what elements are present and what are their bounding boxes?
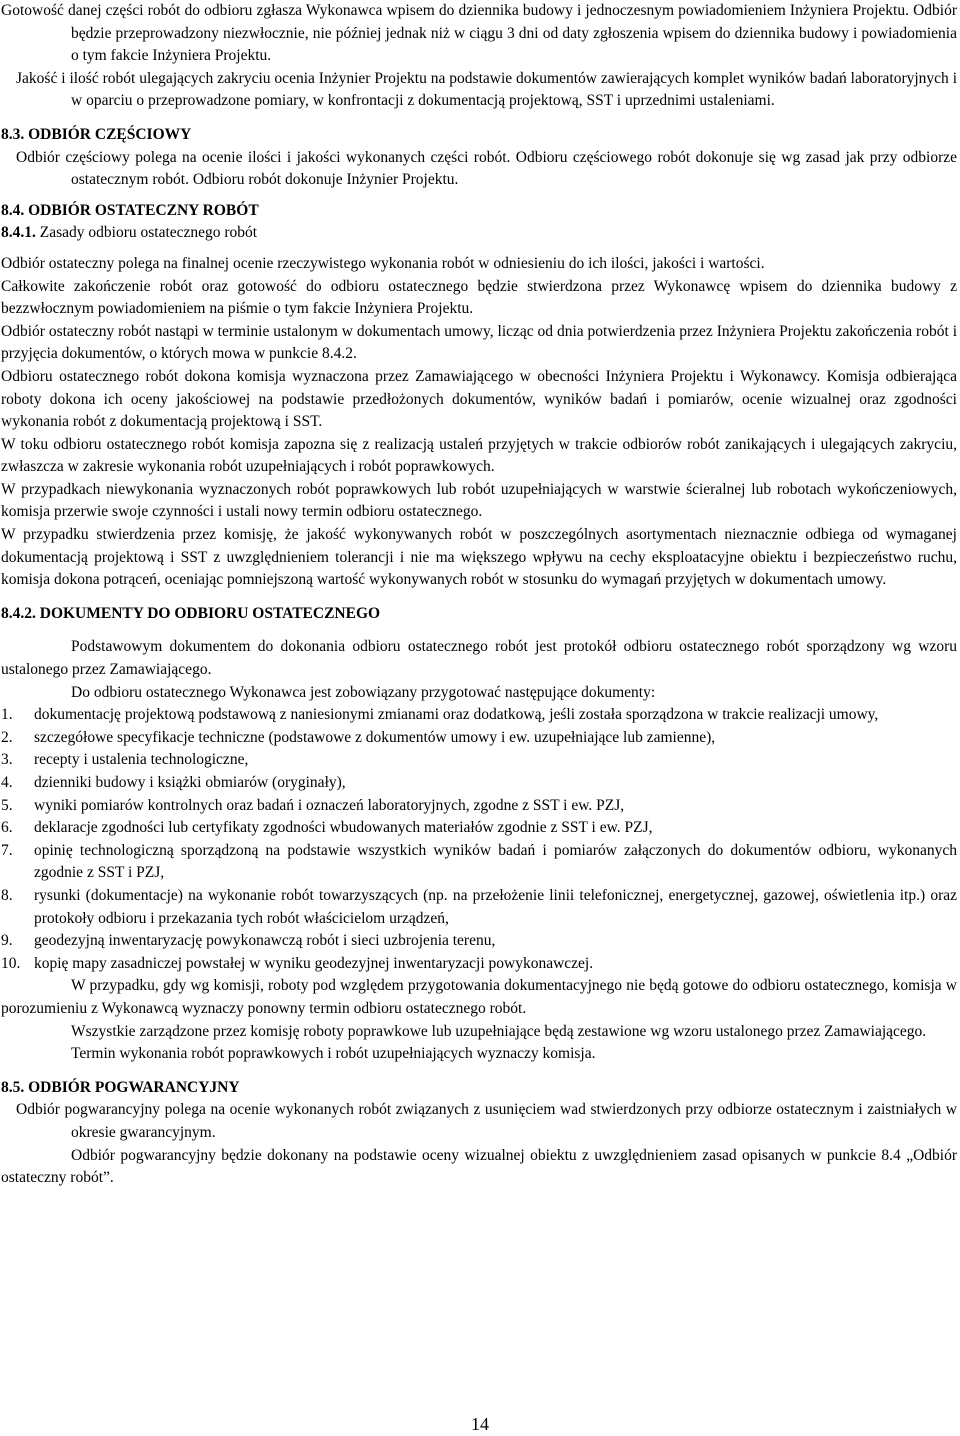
documents-list xyxy=(1,704,957,975)
list-item xyxy=(1,885,957,930)
paragraph-docs-intro-1: Podstawowym dokumentem do dokonania odbioru ostatecznego robót jest protokół odbioru ostatecznego robót sporządzony wg wzoru ustalonego przez Zamawiającego. xyxy=(1,638,957,679)
list-item-text: rysunki (dokumentacje) na wykonanie robót towarzyszących (np. na przełożenie linii telefonicznej, energetycznej, gazowej, oświetlenia itp.) oraz protokoły odbioru i przekazania tych robót właścicielom urządzeń, xyxy=(34,886,957,927)
subheading-8-4-1 xyxy=(1,222,957,245)
list-item-number: 2. xyxy=(1,728,13,746)
list-item xyxy=(1,817,957,840)
page-number: 14 xyxy=(471,1414,489,1434)
list-item-text: opinię technologiczną sporządzoną na podstawie wszystkich wyników badań i pomiarów załączonych do dokumentów odbioru, wykonanych zgodnie z SST i PZJ, xyxy=(34,841,957,882)
list-item-text: dokumentację projektową podstawową z naniesionymi zmianami oraz dodatkową, jeśli została sporządzona w trakcie realizacji umowy, xyxy=(34,706,879,724)
paragraph-docs-outro-2: Wszystkie zarządzone przez komisję roboty poprawkowe lub uzupełniające będą zestawione wg wzoru ustalonego przez Zamawiającego. xyxy=(71,1022,927,1040)
list-item xyxy=(1,772,957,795)
list-item xyxy=(1,953,957,976)
paragraph-final-2: Całkowite zakończenie robót oraz gotowość do odbioru ostatecznego będzie stwierdzona przez Wykonawcę wpisem do dziennika budowy z bezzwłocznym powiadomieniem na piśmie o tym fakcie Inżyniera Projektu. xyxy=(1,277,957,318)
list-item xyxy=(1,840,957,885)
paragraph-final-6: W przypadkach niewykonania wyznaczonych robót poprawkowych lub robót uzupełniających w warstwie ścieralnej lub robotach wykończeniowych, komisja przerwie swoje czynności i ustali nowy termin odbioru ostatecznego. xyxy=(1,480,957,521)
list-item-number: 10. xyxy=(1,954,21,972)
list-item-number: 1. xyxy=(1,706,13,724)
list-item-number: 9. xyxy=(1,932,13,950)
subheading-title: Zasady odbioru ostatecznego robót xyxy=(35,224,258,242)
list-item-number: 5. xyxy=(1,796,13,814)
list-item-number: 7. xyxy=(1,841,13,859)
list-item xyxy=(1,795,957,818)
list-item-number: 6. xyxy=(1,819,13,837)
list-item-text: kopię mapy zasadniczej powstałej w wyniku geodezyjnej inwentaryzacji powykonawczej. xyxy=(34,954,594,972)
paragraph-post-warranty-1: Odbiór pogwarancyjny polega na ocenie wykonanych robót związanych z usunięciem wad stwierdzonych przy odbiorze ostatecznym i zaistniałych w okresie gwarancyjnym. xyxy=(16,1101,957,1141)
paragraph-covered-works: Jakość i ilość robót ulegających zakryciu ocenia Inżynier Projektu na podstawie dokumentów zawierających komplet wyników badań laboratoryjnych i w oparciu o przeprowadzone pomiary, w konfrontacji z dokumentacją projektową, SST i uprzednimi ustaleniami. xyxy=(16,69,957,110)
subheading-number: 8.4.1. xyxy=(1,224,36,242)
paragraph-final-1: Odbiór ostateczny polega na finalnej ocenie rzeczywistego wykonania robót w odniesieniu do ich ilości, jakości i wartości. xyxy=(1,254,765,272)
list-item-text: geodezyjną inwentaryzację powykonawczą robót i sieci uzbrojenia terenu, xyxy=(34,932,496,950)
paragraph-final-5: W toku odbioru ostatecznego robót komisja zapozna się z realizacją ustaleń przyjętych w trakcie odbiorów robót zanikających i ulegających zakryciu, zwłaszcza w zakresie wykonania robót uzupełniających i robót poprawkowych. xyxy=(1,435,957,476)
heading-8-4: 8.4. ODBIÓR OSTATECZNY ROBÓT xyxy=(1,201,259,219)
list-item-text: dzienniki budowy i książki obmiarów (oryginały), xyxy=(34,774,346,791)
list-item xyxy=(1,727,957,750)
heading-8-3: 8.3. ODBIÓR CZĘŚCIOWY xyxy=(1,125,192,143)
paragraph-final-7: W przypadku stwierdzenia przez komisję, że jakość wykonywanych robót w poszczególnych asortymentach nieznacznie odbiega od wymaganej dokumentacją projektową i SST z uwzględnieniem tolerancji i nie ma większego wpływu na cechy eksploatacyjne obiektu i bezpieczeństwo ruchu, komisja dokona potrąceń, oceniając pomniejszoną wartość wykonywanych robót w stosunku do wymagań przyjętych w dokumentach umowy. xyxy=(1,526,957,589)
paragraph-post-warranty-2: Odbiór pogwarancyjny będzie dokonany na podstawie oceny wizualnej obiektu z uwzględnieniem zasad opisanych w punkcie 8.4 „Odbiór ostateczny robót”. xyxy=(1,1146,957,1187)
list-item-number: 4. xyxy=(1,774,13,791)
list-item-number: 8. xyxy=(1,886,13,904)
paragraph-final-3: Odbiór ostateczny robót nastąpi w terminie ustalonym w dokumentach umowy, licząc od dnia potwierdzenia przez Inżyniera Projektu zakończenia robót i przyjęcia dokumentów, o których mowa w punkcie 8.4.2. xyxy=(1,322,957,363)
paragraph-docs-intro-2: Do odbioru ostatecznego Wykonawca jest zobowiązany przygotować następujące dokumenty: xyxy=(71,683,656,701)
paragraph-readiness: Gotowość danej części robót do odbioru zgłasza Wykonawca wpisem do dziennika budowy i jednoczesnym powiadomieniem Inżyniera Projektu. Odbiór będzie przeprowadzony niezwłocznie, nie później jednak niż w ciągu 3 dni od daty zgłoszenia wpisem do dziennika budowy i powiadomienia o tym fakcie Inżyniera Projektu. xyxy=(1,2,957,65)
list-item xyxy=(1,704,957,727)
list-item xyxy=(1,930,957,953)
list-item-text: szczegółowe specyfikacje techniczne (podstawowe z dokumentów umowy i ew. uzupełniające lub zamienne), xyxy=(34,728,716,746)
heading-8-5: 8.5. ODBIÓR POGWARANCYJNY xyxy=(1,1078,240,1096)
paragraph-docs-outro-1: W przypadku, gdy wg komisji, roboty pod względem przygotowania dokumentacyjnego nie będą gotowe do odbioru ostatecznego, komisja w porozumieniu z Wykonawcą wyznaczy ponowny termin odbioru ostatecznego robót. xyxy=(1,977,957,1017)
paragraph-docs-outro-3: Termin wykonania robót poprawkowych i robót uzupełniających wyznaczy komisja. xyxy=(71,1045,596,1063)
list-item-number: 3. xyxy=(1,751,13,769)
heading-8-4-2: 8.4.2. DOKUMENTY DO ODBIORU OSTATECZNEGO xyxy=(1,604,381,622)
list-item-text: recepty i ustalenia technologiczne, xyxy=(34,751,249,769)
paragraph-partial-acceptance: Odbiór częściowy polega na ocenie ilości i jakości wykonanych części robót. Odbioru częściowego robót dokonuje się wg zasad jak przy odbiorze ostatecznym robót. Odbioru robót dokonuje Inżynier Projektu. xyxy=(16,148,957,189)
list-item xyxy=(1,749,957,772)
list-item-text: deklaracje zgodności lub certyfikaty zgodności wbudowanych materiałów zgodnie z SST i ew. PZJ, xyxy=(34,819,653,837)
list-item-text: wyniki pomiarów kontrolnych oraz badań i oznaczeń laboratoryjnych, zgodne z SST i ew. PZJ, xyxy=(34,796,625,814)
paragraph-final-4: Odbioru ostatecznego robót dokona komisja wyznaczona przez Zamawiającego w obecności Inżyniera Projektu i Wykonawcy. Komisja odbierająca roboty dokona ich oceny jakościowej na podstawie przedłożonych dokumentów, wyników badań i pomiarów, ocenie wizualnej oraz zgodności wykonania robót z dokumentacją projektową i SST. xyxy=(1,367,957,431)
